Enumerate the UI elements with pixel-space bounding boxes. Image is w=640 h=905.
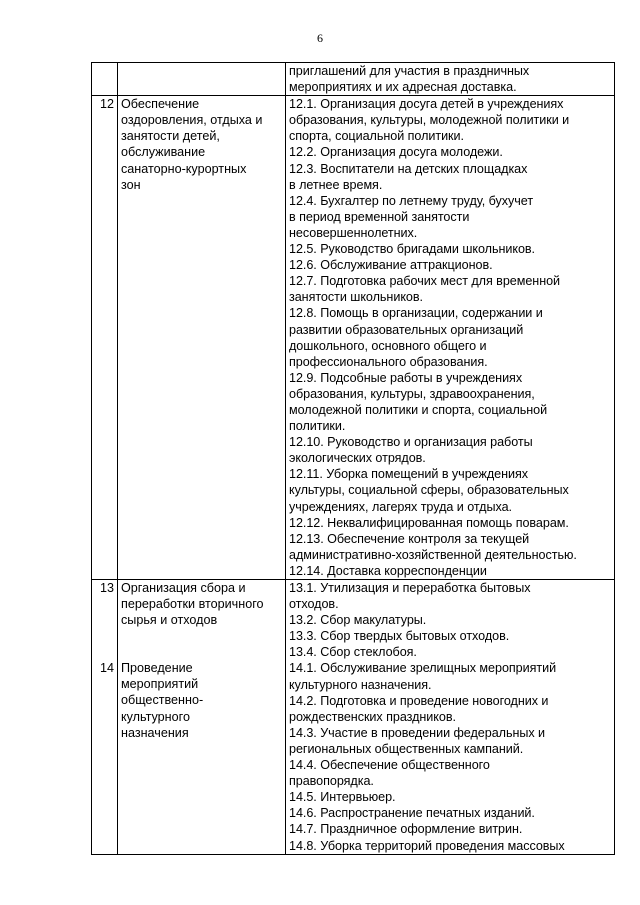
item-line: 14.4. Обеспечение общественного: [289, 758, 490, 773]
item-line: спорта, социальной политики.: [289, 129, 464, 144]
item-line: 14.3. Участие в проведении федеральных и: [289, 725, 546, 740]
row-number: [92, 580, 118, 855]
item-line: мероприятиях и их адресная доставка.: [289, 80, 517, 95]
name-line: мероприятий: [121, 677, 199, 692]
item-line: 13.4. Сбор стеклобоя.: [289, 645, 417, 660]
name-line: Обеспечение: [121, 97, 200, 112]
name-line: обслуживание: [121, 145, 206, 160]
item-line: профессионального образования.: [289, 354, 488, 369]
item-line: 14.7. Праздничное оформление витрин.: [289, 822, 523, 837]
row-number: [92, 63, 118, 96]
item-line: 12.12. Неквалифицированная помощь поварам.: [289, 515, 569, 530]
name-line: оздоровления, отдыха и: [121, 113, 263, 128]
item-line: 14.6. Распространение печатных изданий.: [289, 806, 535, 821]
item-line: в летнее время.: [289, 177, 383, 192]
item-line: 13.1. Утилизация и переработка бытовых: [289, 581, 531, 595]
name-line: переработки вторичного: [121, 597, 264, 612]
item-line: культурного назначения.: [289, 677, 432, 692]
name-line: культурного: [121, 709, 190, 724]
item-line: в период временной занятости: [289, 209, 470, 224]
item-line: 13.2. Сбор макулатуры.: [289, 613, 427, 628]
item-line: 12.14. Доставка корреспонденции: [289, 563, 487, 578]
item-line: 12.7. Подготовка рабочих мест для временной: [289, 274, 561, 289]
work-items: [286, 63, 615, 96]
row-number: 12: [92, 96, 118, 580]
item-line: 12.10. Руководство и организация работы: [289, 435, 533, 450]
item-line: 14.5. Интервьюер.: [289, 790, 396, 805]
work-items: [286, 580, 615, 855]
name-line: Организация сбора и: [121, 581, 246, 595]
item-line: 12.8. Помощь в организации, содержании и: [289, 306, 543, 321]
item-line: региональных общественных кампаний.: [289, 741, 524, 756]
name-line: занятости детей,: [121, 129, 220, 144]
item-line: 14.2. Подготовка и проведение новогодних и: [289, 693, 549, 708]
work-type-name: [118, 580, 286, 855]
item-line: политики.: [289, 419, 346, 434]
item-line: молодежной политики и спорта, социальной: [289, 402, 548, 417]
item-line: 12.5. Руководство бригадами школьников.: [289, 242, 535, 257]
page-number: 6: [317, 31, 323, 45]
name-line: Проведение: [121, 661, 193, 676]
item-line: 13.3. Сбор твердых бытовых отходов.: [289, 629, 510, 644]
item-line: 12.9. Подсобные работы в учреждениях: [289, 370, 523, 385]
row-number-13: 13: [99, 581, 114, 595]
item-line: отходов.: [289, 597, 339, 612]
item-line: экологических отрядов.: [289, 451, 426, 466]
name-line: зон: [121, 177, 141, 192]
item-line: развитии образовательных организаций: [289, 322, 524, 337]
item-line: приглашений для участия в праздничных: [289, 64, 530, 78]
item-line: 12.1. Организация досуга детей в учреждениях: [289, 97, 564, 112]
item-line: 12.11. Уборка помещений в учреждениях: [289, 467, 528, 482]
item-line: 12.2. Организация досуга молодежи.: [289, 145, 503, 160]
item-line: дошкольного, основного общего и: [289, 338, 487, 353]
item-line: образования, культуры, здравоохранения,: [289, 386, 535, 401]
item-line: 14.1. Обслуживание зрелищных мероприятий: [289, 661, 557, 676]
name-line: сырья и отходов: [121, 613, 218, 628]
work-items: [286, 96, 615, 580]
name-line: назначения: [121, 725, 189, 740]
work-type-name: [118, 96, 286, 580]
item-line: административно-хозяйственной деятельностью.: [289, 547, 577, 562]
item-line: 12.4. Бухгалтер по летнему труду, бухучет: [289, 193, 534, 208]
item-line: несовершеннолетних.: [289, 225, 418, 240]
name-line: санаторно-курортных: [121, 161, 247, 176]
works-table: [91, 62, 615, 855]
table-row-continuation: [92, 63, 615, 96]
item-line: 12.13. Обеспечение контроля за текущей: [289, 531, 530, 546]
item-line: рождественских праздников.: [289, 709, 456, 724]
item-line: правопорядка.: [289, 774, 374, 789]
item-line: занятости школьников.: [289, 290, 423, 305]
row-number-14: 14: [99, 661, 114, 676]
item-line: 12.3. Воспитатели на детских площадках: [289, 161, 528, 176]
item-line: образования, культуры, молодежной политики и: [289, 113, 570, 128]
item-line: культуры, социальной сферы, образовательных: [289, 483, 569, 498]
item-line: 12.6. Обслуживание аттракционов.: [289, 258, 493, 273]
item-line: учреждениях, лагерях труда и отдыха.: [289, 499, 512, 514]
name-line: общественно-: [121, 693, 204, 708]
table-row-13-14: [92, 580, 615, 855]
work-type-name: [118, 63, 286, 96]
item-line: 14.8. Уборка территорий проведения массовых: [289, 838, 565, 853]
table-row-12: [92, 96, 615, 580]
